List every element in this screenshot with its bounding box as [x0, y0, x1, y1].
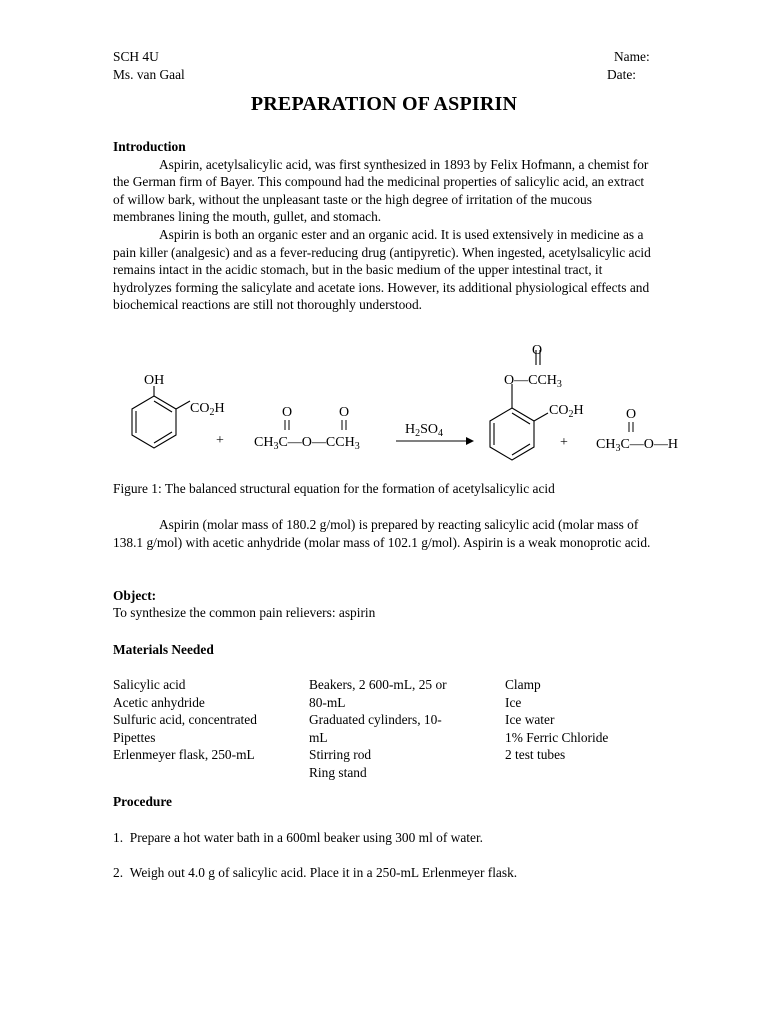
introduction-section [113, 138, 653, 314]
materials-column-3 [505, 676, 608, 764]
material-item: Salicylic acid [113, 677, 186, 692]
aspirin-ester-label: $O—CCH_3$ [504, 373, 562, 390]
svg-text:CH3C—O—H: $CH_3C—O—H$ [596, 437, 679, 454]
material-item: Erlenmeyer flask, 250-mL [113, 747, 255, 763]
material-item: Ice water [505, 712, 555, 728]
acetic-anhydride-structure [254, 405, 360, 452]
svg-text:H2SO4: $H_2SO_4$ [405, 422, 444, 439]
teacher-name: Ms. van Gaal [113, 67, 185, 82]
material-item: Ring stand [309, 764, 367, 780]
material-item: 80-mL [309, 694, 346, 710]
oh-label: OH [144, 373, 165, 388]
svg-text:O: O [626, 407, 637, 422]
reaction-equation-figure [104, 340, 704, 475]
introduction-paragraph-2: Aspirin is both an organic ester and an organic acid. It is used extensively in medicine as a pain killer (analgesic) and as a fever-reducing drug (antipyretic). When ingested, acetylsalicylic acid remains intact in the acidic stomach, but in the basic medium of the upper intestinal tract, it hydrolyzes forming the salicylate and acetate ions. However, its additional physiological effects and biochemical reactions are still not thoroughly understood. [113, 226, 651, 313]
material-item: Ice [505, 694, 522, 710]
materials-column-2 [309, 676, 447, 782]
acetic-acid-structure [596, 407, 678, 454]
material-item: mL [309, 729, 328, 745]
course-code: SCH 4U [113, 49, 159, 64]
materials-column-1 [113, 676, 257, 764]
aspirin-carbonyl-o: O [532, 343, 543, 358]
plus-sign-2: + [560, 435, 568, 450]
material-item: Acetic anhydride [113, 694, 205, 710]
name-label: Name: [614, 49, 650, 64]
procedure-step [113, 829, 483, 847]
figure-caption: Figure 1: The balanced structural equation for the formation of acetylsalicylic acid [113, 481, 555, 496]
introduction-heading: Introduction [113, 139, 186, 154]
molar-mass-paragraph [113, 516, 653, 551]
reaction-arrow [396, 422, 474, 445]
co2h-label: $CO_2H$ [190, 401, 225, 418]
page-title: PREPARATION OF ASPIRIN [250, 93, 518, 115]
svg-text:O: O [339, 405, 350, 420]
aspirin-co2h-label: $CO_2H$ [549, 403, 584, 420]
material-item: 1% Ferric Chloride [505, 729, 609, 745]
material-item: Sulfuric acid, concentrated [113, 712, 257, 728]
step-number: 2. [113, 865, 124, 880]
svg-text:CH3C—O—CCH3: $CH_3C—O—CCH_3$ [254, 435, 360, 452]
date-label: Date: [607, 67, 636, 82]
aspirin-structure [490, 350, 548, 460]
material-item: Beakers, 2 600-mL, 25 or [309, 677, 447, 692]
procedure-step [113, 864, 517, 882]
step-text: Prepare a hot water bath in a 600ml beaker using 300 ml of water. [129, 830, 484, 845]
procedure-heading: Procedure [113, 794, 173, 809]
step-number: 1. [113, 830, 124, 845]
material-item: Graduated cylinders, 10- [309, 712, 442, 728]
materials-heading: Materials Needed [113, 642, 214, 657]
material-item: Clamp [505, 677, 541, 692]
svg-text:O: O [282, 405, 293, 420]
salicylic-acid-structure [132, 386, 190, 448]
molar-mass-text: Aspirin (molar mass of 180.2 g/mol) is prepared by reacting salicylic acid (molar mass of 138.1 g/mol) with acetic anhydride (molar mass of 102.1 g/mol). Aspirin is a weak monoprotic acid. [113, 517, 651, 550]
step-text: Weigh out 4.0 g of salicylic acid. Place it in a 250-mL Erlenmeyer flask. [129, 865, 518, 880]
material-item: 2 test tubes [505, 747, 566, 763]
material-item: Stirring rod [309, 747, 372, 763]
object-heading: Object: [113, 588, 157, 603]
introduction-paragraph-1: Aspirin, acetylsalicylic acid, was first synthesized in 1893 by Felix Hofmann, a chemist for the German firm of Bayer. This compound had the medicinal properties of salicylic acid, an extract of willow bark, without the unpleasant taste or the high degree of irritation of the mucous membranes lining the mouth, gullet, and stomach. [113, 156, 649, 225]
plus-sign-1: + [216, 433, 224, 448]
object-text: To synthesize the common pain relievers: aspirin [113, 605, 376, 620]
material-item: Pipettes [113, 729, 156, 745]
